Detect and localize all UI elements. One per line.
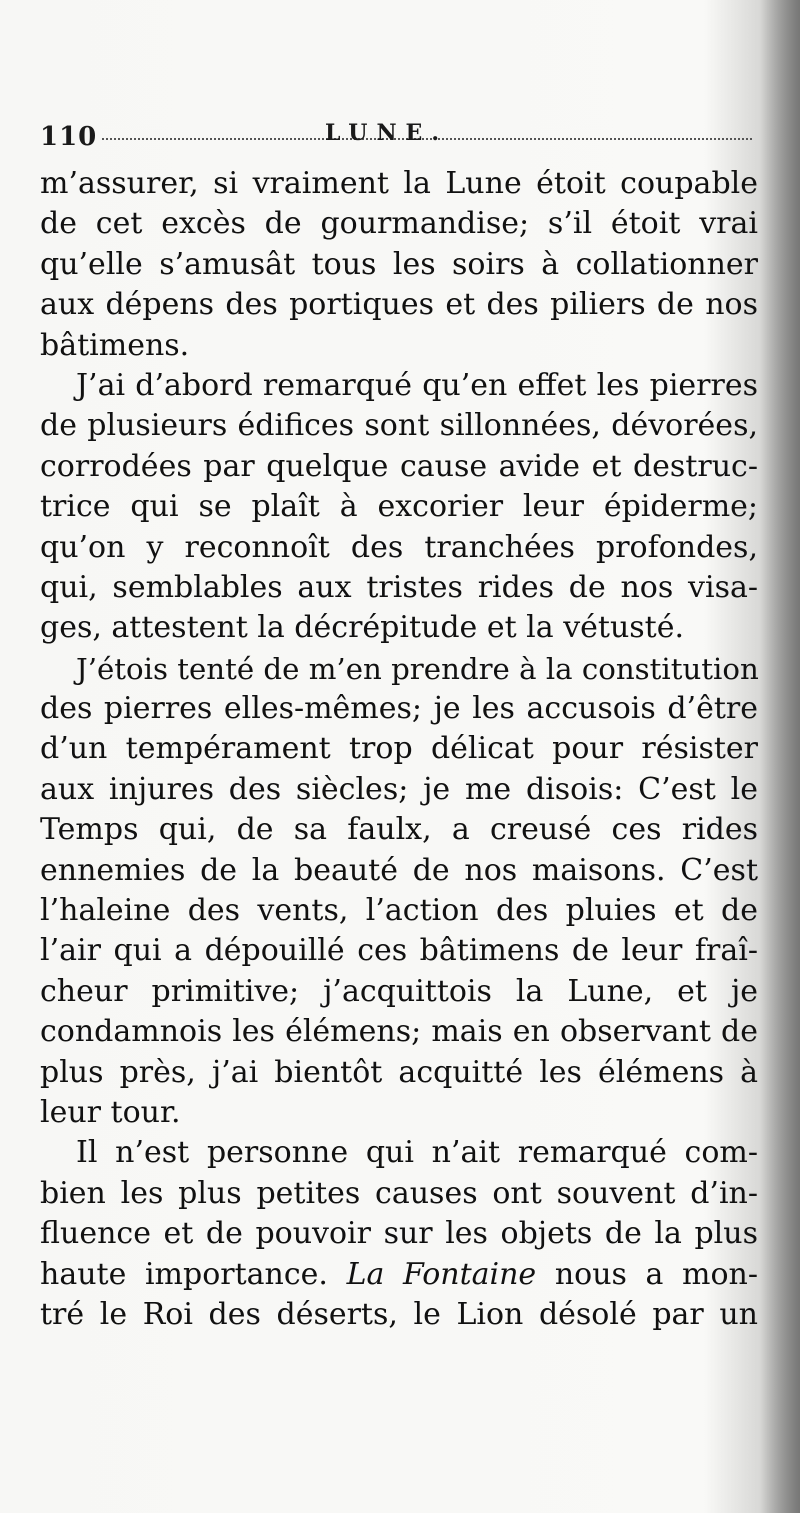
text-line: cheur primitive; j’acquittois la Lune, et je [40, 973, 758, 1009]
text-line: l’haleine des vents, l’action des pluies et de [40, 893, 758, 929]
text-line: qu’elle s’amusât tous les soirs à collationner [40, 246, 758, 282]
text-line: tré le Roi des déserts, le Lion désolé par un [40, 1296, 758, 1332]
text-line: ges, attestent la décrépitude et la vétusté. [40, 610, 685, 646]
text-line: qui, semblables aux tristes rides de nos visa- [40, 569, 758, 605]
text-line: l’air qui a dépouillé ces bâtimens de leur fraî- [40, 933, 758, 969]
text-line: bien les plus petites causes ont souvent d’in- [40, 1175, 758, 1211]
running-head [40, 118, 760, 158]
paragraph-start-line: J’ai d’abord remarqué qu’en effet les pierres [76, 367, 758, 403]
paragraph-start-line: Il n’est personne qui n’ait remarqué com- [76, 1135, 758, 1171]
text-segment: haute importance. [40, 1256, 328, 1292]
running-title: LUNE. [325, 120, 448, 146]
text-segment: nous a mon- [554, 1256, 758, 1292]
body-text [40, 164, 758, 1335]
text-line: de plusieurs édifices sont sillonnées, dévorées, [40, 408, 758, 444]
text-line: plus près, j’ai bientôt acquitté les élémens à [40, 1054, 758, 1090]
text-line: d’un tempérament trop délicat pour résister [40, 731, 758, 767]
page-edge-shadow [760, 0, 800, 1513]
text-line: Temps qui, de sa faulx, a creusé ces rides [40, 812, 758, 848]
text-line: bâtimens. [40, 327, 190, 363]
text-line: qu’on y reconnoît des tranchées profondes, [40, 529, 758, 565]
italic-author-name: La Fontaine [346, 1256, 537, 1292]
text-line: m’assurer, si vraiment la Lune étoit coupable [40, 166, 758, 201]
text-line: de cet excès de gourmandise; s’il étoit vrai [40, 206, 758, 242]
text-line: ennemies de la beauté de nos maisons. C’est [40, 852, 758, 888]
text-line: condamnois les élémens; mais en observant de [40, 1014, 758, 1050]
text-line: leur tour. [40, 1094, 181, 1130]
page-number: 110 [40, 122, 98, 152]
paragraph-start-line: J’étois tenté de m’en prendre à la constitution [76, 651, 759, 686]
text-line: corrodées par quelque cause avide et destruc- [40, 448, 758, 484]
text-line: aux injures des siècles; je me disois: C’est le [40, 771, 758, 807]
text-line: des pierres elles-mêmes; je les accusois d’être [40, 691, 758, 727]
text-line: trice qui se plaît à excorier leur épiderme; [40, 489, 758, 525]
text-line: fluence et de pouvoir sur les objets de la plus [40, 1216, 758, 1252]
text-line-with-italic [40, 1255, 758, 1295]
text-line: aux dépens des portiques et des piliers de nos [40, 287, 758, 323]
